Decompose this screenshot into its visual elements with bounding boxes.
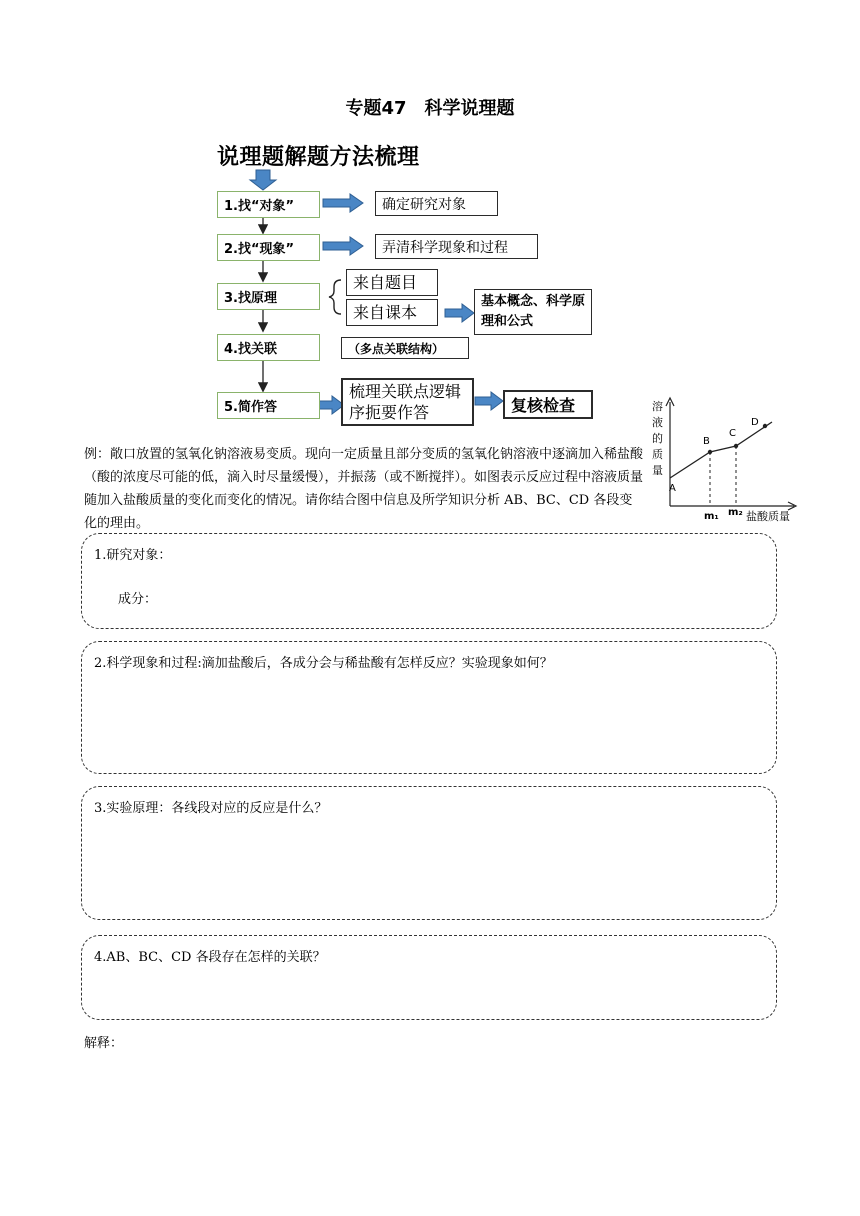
step-1-result: 确定研究对象: [375, 191, 498, 216]
label-c: C: [729, 428, 736, 439]
label-a: A: [669, 483, 676, 494]
point-c: [734, 444, 738, 448]
step-5-box: [217, 392, 320, 419]
question-box-2[interactable]: [81, 641, 777, 774]
step-2-result: 弄清科学现象和过程: [375, 234, 538, 259]
step-1-label: 1.找“对象”: [224, 199, 295, 214]
textbook-result-box: 基本概念、科学原理和公式: [474, 289, 592, 335]
question-3-text: 3.实验原理：各线段对应的反应是什么？: [94, 801, 328, 816]
source-question-box: 来自题目: [346, 269, 438, 296]
question-1-sub: 成分：: [118, 592, 158, 607]
y-label-char: 液: [652, 416, 663, 429]
arrow-6: [475, 392, 503, 410]
solution-mass-graph: [648, 396, 798, 524]
brace: [329, 280, 341, 314]
start-arrow: [250, 170, 276, 190]
step-1-box: [217, 191, 320, 218]
step-5-result: 梳理关联点逻辑序扼要作答: [341, 378, 474, 426]
example-paragraph: [84, 443, 644, 535]
question-4-text: 4.AB、BC、CD 各段存在怎样的关联？: [94, 950, 326, 965]
point-b: [708, 450, 712, 454]
arrow-3: [445, 304, 474, 322]
step-4-note: （多点关联结构）: [341, 337, 469, 359]
example-text: 敞口放置的氢氧化钠溶液易变质。现向一定质量且部分变质的氢氧化钠溶液中逐滴加入稀盐酸（酸的浓度尽可能的低，滴入时尽量缓慢），并振荡（或不断搅拌）。如图表示反应过程中溶液质量随加入盐酸质量的变化而变化的情况。请你结合图中信息及所学知识分析 AB、BC、CD 各段变化的理由。: [84, 447, 644, 531]
question-box-1[interactable]: [81, 533, 777, 629]
final-check-box: 复核检查: [503, 390, 593, 419]
step-5-label: 5.简作答: [224, 400, 277, 415]
step-4-box: [217, 334, 320, 361]
flowchart-heading: 说理题解题方法梳理: [217, 145, 420, 170]
label-d: D: [751, 417, 759, 428]
step-2-box: [217, 234, 320, 261]
page-title: 专题47 科学说理题: [345, 98, 515, 119]
question-box-3[interactable]: [81, 786, 777, 920]
label-b: B: [703, 436, 710, 447]
question-box-4[interactable]: [81, 935, 777, 1020]
tick-m1: m₁: [704, 511, 719, 522]
step-4-label: 4.找关联: [224, 342, 277, 357]
question-2-text: 2.科学现象和过程:滴加盐酸后，各成分会与稀盐酸有怎样反应？实验现象如何？: [94, 656, 553, 671]
y-label-char: 质: [652, 448, 663, 461]
question-1-text: 1.研究对象：: [94, 548, 172, 563]
x-axis-label: 盐酸质量: [746, 510, 790, 523]
source-textbook-box: 来自课本: [346, 299, 438, 326]
y-label-char: 溶: [652, 400, 663, 413]
explanation-label: 解释：: [84, 1036, 124, 1051]
point-d: [763, 424, 767, 428]
step-2-label: 2.找“现象”: [224, 242, 295, 257]
y-axis-label: [652, 399, 663, 477]
y-label-char: 量: [652, 464, 663, 477]
mass-curve: [670, 422, 772, 478]
y-label-char: 的: [652, 432, 663, 445]
step-3-label: 3.找原理: [224, 291, 277, 306]
example-lead: 例：: [84, 447, 111, 462]
tick-m2: m₂: [728, 507, 743, 518]
step-3-box: [217, 283, 320, 310]
arrow-2: [323, 237, 363, 255]
arrow-1: [323, 194, 363, 212]
